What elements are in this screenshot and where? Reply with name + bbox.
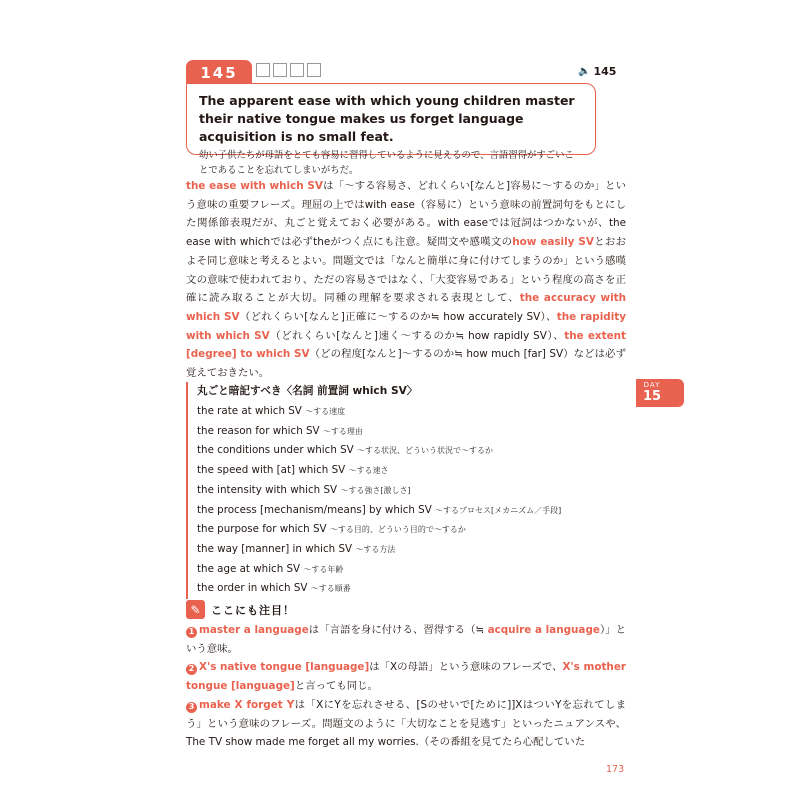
list-item	[197, 402, 617, 422]
phrase-ja: 〜する理由	[322, 426, 363, 436]
phrase-en: the intensity with which SV	[197, 483, 338, 496]
explanation-text: （どれくらい[なんと]正確に〜するのか≒ how accurately SV）、	[239, 310, 557, 323]
phrase-en: the rate at which SV	[197, 405, 302, 417]
sentence-number: 145	[200, 64, 238, 82]
explanation-phrase: the accuracy with which SV	[186, 292, 627, 323]
note-item	[186, 621, 626, 658]
phrase-ja: 〜する強さ[激しさ]	[340, 485, 411, 495]
note-text: と言っても同じ。	[294, 680, 378, 693]
review-checkbox[interactable]	[307, 63, 321, 77]
audio-track-number: 145	[593, 65, 617, 78]
speaker-icon: 🔈	[578, 66, 591, 77]
note-phrase: master a language	[199, 624, 309, 636]
phrase-en: the process [mechanism/means] by which SV	[197, 503, 432, 516]
note-item	[186, 696, 626, 752]
review-checkbox[interactable]	[256, 63, 270, 77]
phrase-en: the order in which SV	[197, 582, 308, 595]
note-text: ）」という意味。	[186, 624, 626, 655]
explanation-phrase: the rapidity with which SV	[186, 310, 626, 342]
example-sentence-box	[186, 83, 596, 176]
sentence-japanese: 幼い子供たちが母語をとても容易に習得しているように見えるので、言語習得がすごいことであることを忘れてしまいがちだ。	[199, 150, 574, 176]
review-checkboxes	[256, 63, 321, 77]
notes-list	[186, 621, 626, 752]
memorize-title: 丸ごと暗記すべき〈名詞 前置詞 which SV〉	[197, 385, 418, 397]
page-number: 173	[606, 764, 625, 775]
explanation-phrase: how easily SV	[512, 236, 594, 249]
day-number: 15	[642, 389, 662, 404]
phrase-ja: 〜する方法	[355, 544, 396, 554]
explanation-paragraph	[186, 177, 626, 383]
explanation-phrase: the ease with which SV	[186, 180, 323, 192]
note-text: は「言語を身に付ける、習得する（≒	[308, 624, 488, 636]
note-phrase: X's native tongue [language]	[199, 661, 370, 674]
phrase-en: the way [manner] in which SV	[197, 542, 353, 555]
explanation-text: （どれくらい[なんと]速く〜するのか≒ how rapidly SV）、	[269, 329, 565, 342]
notes-header	[186, 600, 295, 619]
note-phrase: X's mother tongue [language]	[186, 661, 626, 693]
list-item	[197, 579, 617, 599]
phrase-en: the conditions under which SV	[197, 444, 354, 457]
phrase-en: the speed with [at] which SV	[197, 464, 346, 477]
note-text: は「XにYを忘れさせる、[Sのせいで[ために]]XはついYを忘れてしまう」という意味のフレーズ。問題文のように「大切なことを見逃す」といったニュアンスや、The TV show made me forget all my worries.（その番組を見てたら心配していた	[186, 698, 626, 749]
notes-title: ここにも注目！	[211, 603, 295, 617]
list-item	[197, 560, 617, 580]
list-item	[197, 501, 617, 521]
list-item	[197, 441, 617, 461]
phrase-ja: 〜するプロセス[メカニズム／手段]	[435, 505, 562, 515]
list-item	[197, 461, 617, 481]
phrase-ja: 〜する状況、どういう状況で〜するか	[356, 446, 493, 456]
list-item	[197, 422, 617, 442]
explanation-text: は「〜する容易さ、どれくらい[なんと]容易に〜するのか」という意味の重要フレーズ。理屈の上ではwith ease（容易に）という意味の前置詞句をもとにした関係節表現だが、丸ごと覚えておく必要がある。with easeでは冠詞はつかないが、the ease with whichでは必ずtheがつく点にも注意。疑問文や感嘆文の	[186, 180, 626, 249]
phrase-en: the purpose for which SV	[197, 523, 327, 536]
phrase-ja: 〜する年齢	[303, 564, 344, 574]
phrase-ja: 〜する速さ	[348, 466, 389, 476]
note-phrase: make X forget Y	[199, 698, 295, 711]
day-label: DAY	[643, 381, 661, 389]
sentence-english: The apparent ease with which young children master their native tongue makes us forget language acquisition is no small feat.	[199, 93, 575, 144]
note-number: 2	[186, 664, 197, 675]
review-checkbox[interactable]	[273, 63, 287, 77]
note-number: 3	[186, 702, 197, 713]
list-item	[197, 481, 617, 501]
phrase-en: the reason for which SV	[197, 424, 320, 437]
note-phrase: acquire a language	[487, 624, 600, 636]
list-item	[197, 540, 617, 560]
note-number: 1	[186, 627, 197, 638]
pencil-icon: ✎	[186, 600, 205, 619]
phrase-ja: 〜する目的、どういう目的で〜するか	[329, 525, 466, 535]
note-text: は「Xの母語」という意味のフレーズで、	[369, 661, 563, 674]
phrase-en: the age at which SV	[197, 562, 301, 575]
review-checkbox[interactable]	[290, 63, 304, 77]
note-item	[186, 658, 626, 695]
explanation-text: とおおよそ同じ意味と考えるとよい。問題文では「なんと簡単に身に付けてしまうのか」という感嘆文の意味で使われており、ただの容易さではなく、「大変容易である」という程度の高さを正確に読み取ることが大切。同種の理解を要求される表現として、	[186, 236, 626, 305]
list-item	[197, 520, 617, 540]
memorize-list	[186, 382, 617, 599]
audio-track[interactable]	[578, 65, 616, 78]
explanation-text: （どの程度[なんと]〜するのか≒ how much [far] SV）などは必ず覚えておきたい。	[186, 348, 626, 380]
phrase-ja: 〜する速度	[305, 407, 346, 416]
explanation-phrase: the extent [degree] to which SV	[186, 329, 626, 361]
phrase-ja: 〜する順番	[310, 584, 351, 594]
day-tab	[636, 379, 684, 407]
